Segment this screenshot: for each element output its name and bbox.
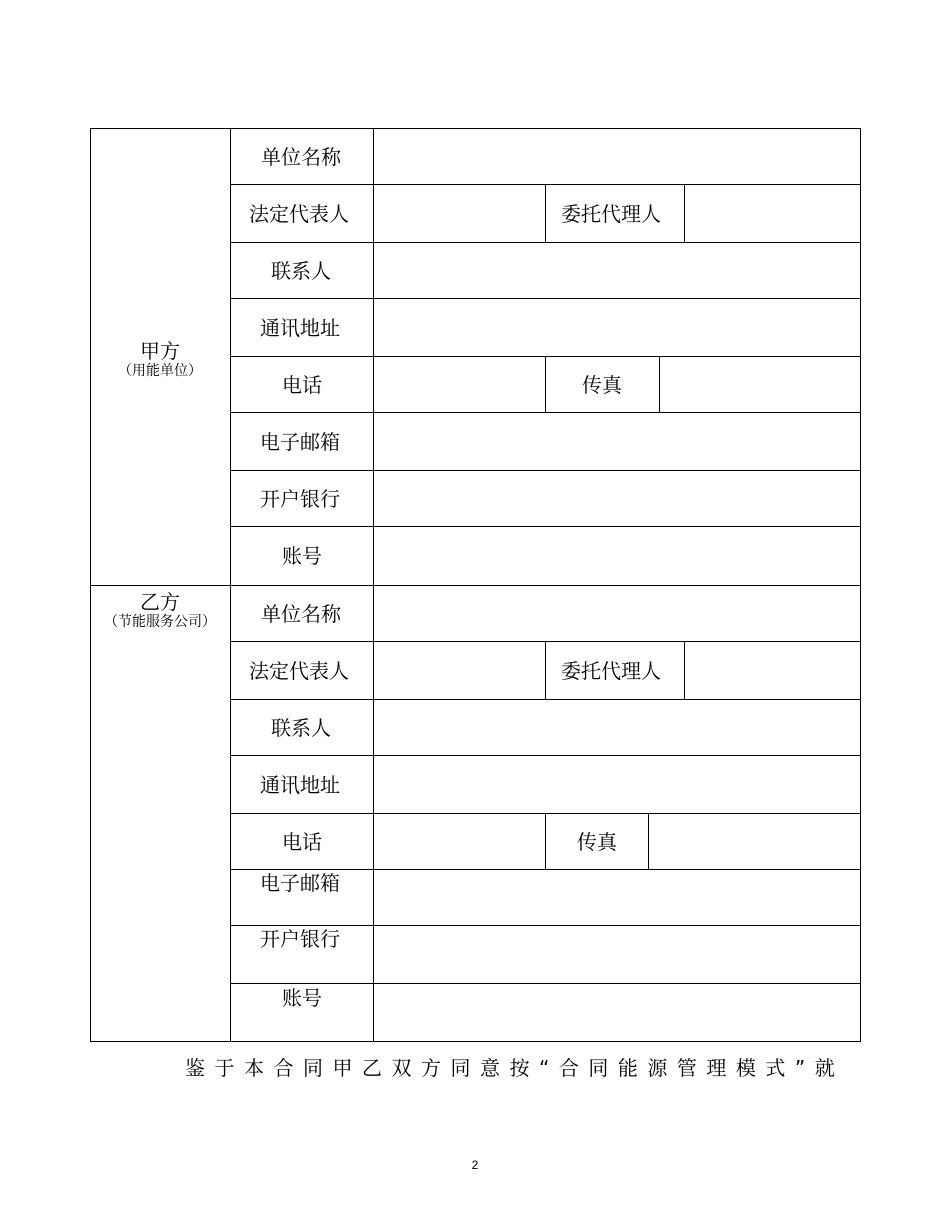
party-b-legal-rep-label: 法定代表人 xyxy=(249,659,349,683)
page-number: 2 xyxy=(471,1158,479,1172)
party-a-address-field[interactable] xyxy=(374,299,860,356)
party-b-unit-name-field[interactable] xyxy=(374,586,860,641)
party-b-agent-label: 委托代理人 xyxy=(561,659,661,683)
party-b-bank-label: 开户银行 xyxy=(260,927,340,951)
party-a-agent-label: 委托代理人 xyxy=(561,202,661,226)
party-a-email-field[interactable] xyxy=(374,413,860,470)
party-b-unit-name-label: 单位名称 xyxy=(261,602,341,626)
party-b-email-label: 电子邮箱 xyxy=(260,871,340,895)
party-a-phone-label: 电话 xyxy=(282,373,322,397)
party-b-subtitle: （节能服务公司） xyxy=(104,614,216,630)
party-b-account-field[interactable] xyxy=(374,984,860,1041)
party-a-unit-name-label: 单位名称 xyxy=(261,145,341,169)
intro-paragraph: 鉴于本合同甲乙双方同意按“合同能源管理模式”就 xyxy=(185,1056,845,1080)
party-a-account-field[interactable] xyxy=(374,527,860,585)
party-a-contact-label: 联系人 xyxy=(271,259,331,283)
party-a-email-label: 电子邮箱 xyxy=(260,430,340,454)
party-b-phone-label: 电话 xyxy=(282,830,322,854)
party-a-phone-field[interactable] xyxy=(374,357,545,412)
party-b-title: 乙方 xyxy=(140,590,180,614)
party-a-title: 甲方 xyxy=(140,339,180,363)
party-b-address-field[interactable] xyxy=(374,756,860,813)
party-b-account-label: 账号 xyxy=(282,986,322,1010)
party-a-account-label: 账号 xyxy=(282,544,322,568)
party-a-bank-label: 开户银行 xyxy=(260,487,340,511)
party-b-agent-field[interactable] xyxy=(685,642,860,699)
party-b-label xyxy=(90,591,230,631)
party-a-contact-field[interactable] xyxy=(374,243,860,298)
party-a-subtitle: （用能单位） xyxy=(118,363,202,379)
party-b-legal-rep-field[interactable] xyxy=(374,642,545,699)
party-b-email-field[interactable] xyxy=(374,870,860,925)
party-b-fax-field[interactable] xyxy=(649,814,860,869)
party-a-unit-name-field[interactable] xyxy=(374,129,860,184)
party-b-fax-label: 传真 xyxy=(577,830,617,854)
party-b-phone-field[interactable] xyxy=(374,814,545,869)
party-a-label xyxy=(90,340,230,380)
party-a-bank-field[interactable] xyxy=(374,471,860,526)
party-b-contact-label: 联系人 xyxy=(271,716,331,740)
party-a-fax-field[interactable] xyxy=(660,357,860,412)
party-b-bank-field[interactable] xyxy=(374,926,860,983)
party-a-agent-field[interactable] xyxy=(685,185,860,242)
party-a-address-label: 通讯地址 xyxy=(260,316,340,340)
party-a-legal-rep-field[interactable] xyxy=(374,185,545,242)
party-a-fax-label: 传真 xyxy=(582,373,622,397)
party-b-contact-field[interactable] xyxy=(374,700,860,755)
party-a-legal-rep-label: 法定代表人 xyxy=(249,202,349,226)
party-b-address-label: 通讯地址 xyxy=(260,773,340,797)
